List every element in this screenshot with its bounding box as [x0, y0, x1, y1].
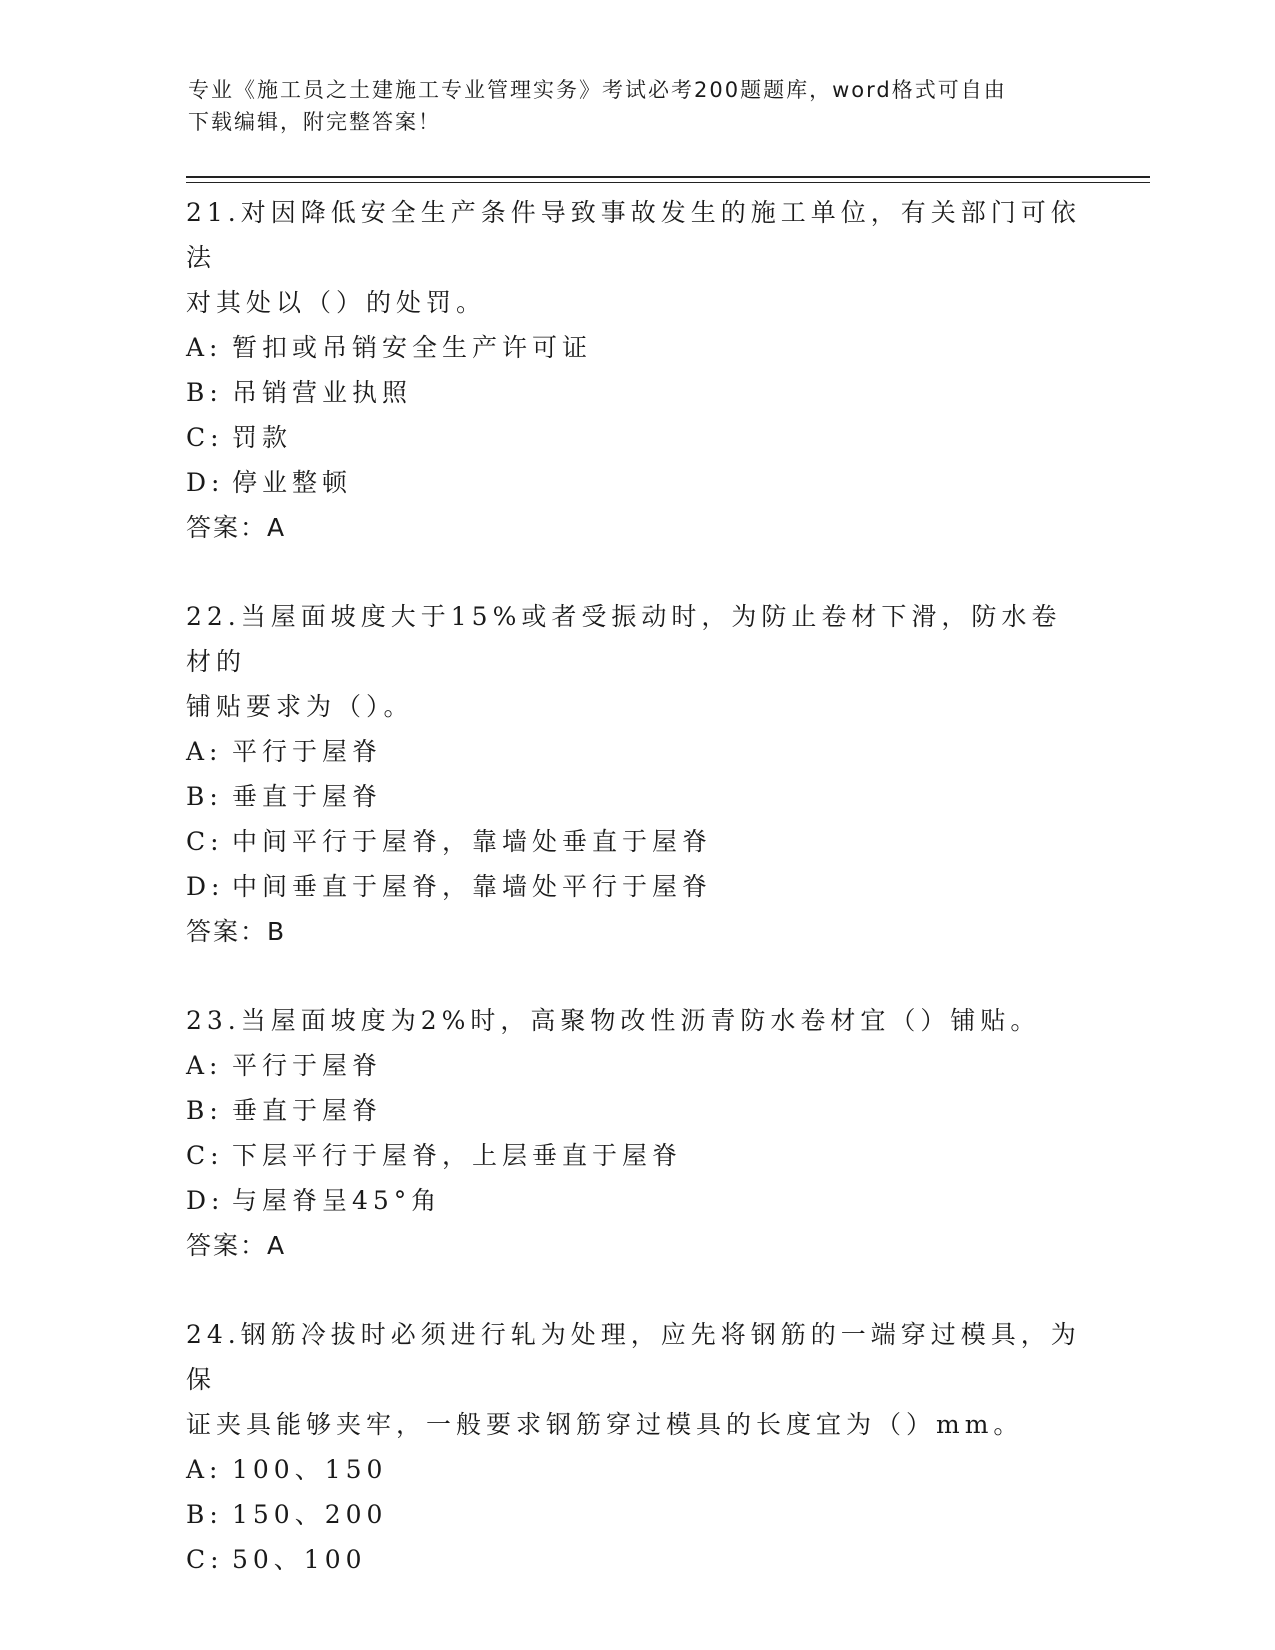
- option-d: [186, 1178, 1086, 1223]
- question-list: [186, 190, 1086, 1626]
- option-a: [186, 729, 1086, 774]
- header-divider-thick: [186, 176, 1150, 178]
- option-c: [186, 819, 1086, 864]
- option-letter: A:: [186, 1455, 223, 1484]
- option-letter: C:: [186, 423, 224, 452]
- option-letter: B:: [186, 1096, 223, 1125]
- question-24: [186, 1312, 1086, 1582]
- question-text-line-2: 证夹具能够夹牢，一般要求钢筋穿过模具的长度宜为（）mm。: [186, 1410, 1024, 1439]
- option-letter: A:: [186, 333, 223, 362]
- option-letter: C:: [186, 1545, 224, 1574]
- option-a: [186, 1043, 1086, 1088]
- option-letter: B:: [186, 378, 223, 407]
- option-letter: C:: [186, 1141, 224, 1170]
- option-letter: C:: [186, 827, 224, 856]
- option-text: 150、200: [232, 1500, 388, 1529]
- answer-line: 答案：A: [186, 1231, 287, 1260]
- option-b: [186, 774, 1086, 819]
- answer-line: 答案：B: [186, 917, 287, 946]
- option-letter: D:: [186, 468, 225, 497]
- question-text-line-2: 铺贴要求为（）。: [186, 692, 414, 721]
- question-22: [186, 594, 1086, 954]
- option-b: [186, 370, 1086, 415]
- option-b: [186, 1492, 1086, 1537]
- option-letter: B:: [186, 782, 223, 811]
- answer-line: 答案：A: [186, 513, 287, 542]
- option-d: [186, 460, 1086, 505]
- header-line-2: 下载编辑，附完整答案！: [188, 110, 441, 134]
- option-text: 暂扣或吊销安全生产许可证: [232, 333, 593, 362]
- document-header: [188, 74, 1088, 138]
- question-text-line-1: 23.当屋面坡度为2%时，高聚物改性沥青防水卷材宜（）铺贴。: [186, 1006, 1041, 1035]
- option-text: 垂直于屋脊: [232, 782, 383, 811]
- question-text-line-1: 22.当屋面坡度大于15%或者受振动时，为防止卷材下滑，防水卷材的: [186, 602, 1062, 676]
- option-c: [186, 1133, 1086, 1178]
- question-21: [186, 190, 1086, 550]
- header-line-1: 专业《施工员之土建施工专业管理实务》考试必考200题题库，word格式可自由: [188, 78, 1007, 102]
- option-a: [186, 1447, 1086, 1492]
- option-letter: D:: [186, 872, 225, 901]
- question-23: [186, 998, 1086, 1268]
- option-a: [186, 325, 1086, 370]
- option-text: 吊销营业执照: [232, 378, 413, 407]
- option-text: 垂直于屋脊: [232, 1096, 383, 1125]
- question-text-line-2: 对其处以（）的处罚。: [186, 288, 487, 317]
- option-text: 中间平行于屋脊，靠墙处垂直于屋脊: [232, 827, 713, 856]
- option-letter: B:: [186, 1500, 223, 1529]
- option-text: 与屋脊呈45°角: [232, 1186, 442, 1215]
- header-divider-thin: [186, 182, 1150, 183]
- option-c: [186, 1537, 1086, 1582]
- option-letter: A:: [186, 1051, 223, 1080]
- option-letter: A:: [186, 737, 223, 766]
- option-c: [186, 415, 1086, 460]
- question-text-line-1: 24.钢筋冷拔时必须进行轧为处理，应先将钢筋的一端穿过模具，为保: [186, 1320, 1081, 1394]
- option-letter: D:: [186, 1186, 225, 1215]
- option-text: 罚款: [232, 423, 293, 452]
- option-text: 平行于屋脊: [232, 737, 383, 766]
- option-text: 中间垂直于屋脊，靠墙处平行于屋脊: [232, 872, 713, 901]
- option-text: 50、100: [232, 1545, 367, 1574]
- option-text: 下层平行于屋脊，上层垂直于屋脊: [232, 1141, 683, 1170]
- option-text: 停业整顿: [232, 468, 353, 497]
- option-text: 平行于屋脊: [232, 1051, 383, 1080]
- option-d: [186, 864, 1086, 909]
- question-text-line-1: 21.对因降低安全生产条件导致事故发生的施工单位，有关部门可依法: [186, 198, 1081, 272]
- option-text: 100、150: [232, 1455, 388, 1484]
- option-b: [186, 1088, 1086, 1133]
